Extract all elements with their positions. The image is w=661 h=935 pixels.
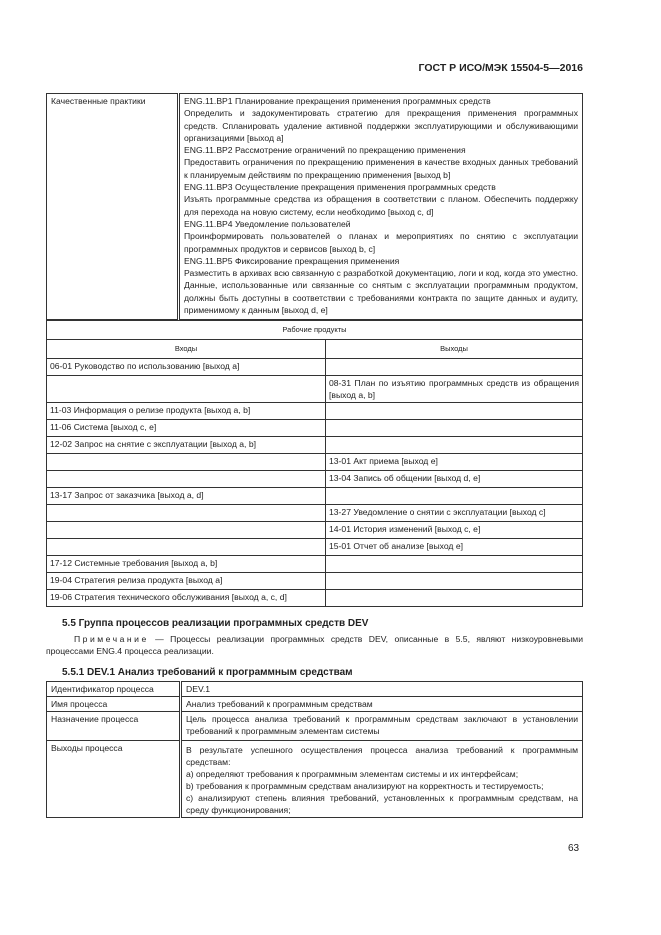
input-cell	[47, 376, 326, 403]
practice-line: ENG.11.BP4 Уведомление пользователей	[184, 218, 351, 229]
output-cell: 13-04 Запись об общении [выход d, e]	[326, 471, 583, 488]
practice-line: ENG.11.BP1 Планирование прекращения применения программных средств	[184, 96, 491, 106]
table-row	[47, 359, 583, 376]
table-row	[47, 539, 583, 556]
input-cell	[47, 471, 326, 488]
practice-line: ENG.11.BP5 Фиксирование прекращения применения	[184, 255, 400, 266]
table-row	[47, 556, 583, 573]
input-cell	[47, 539, 326, 556]
process-field-label: Назначение процесса	[47, 712, 181, 741]
inputs-header: Входы	[47, 340, 326, 359]
table-row	[47, 471, 583, 488]
output-cell: 15-01 Отчет об анализе [выход e]	[326, 539, 583, 556]
table-row	[47, 573, 583, 590]
input-cell	[47, 454, 326, 471]
output-cell	[326, 359, 583, 376]
output-line: a) определяют требования к программным элементам системы и их интерфейсам;	[186, 769, 519, 779]
process-field-value: DEV.1	[181, 682, 583, 697]
output-cell	[326, 437, 583, 454]
table-row	[47, 505, 583, 522]
practice-line: ENG.11.BP2 Рассмотрение ограничений по прекращению применения	[184, 145, 466, 156]
process-field-value: Анализ требований к программным средствам	[181, 697, 583, 712]
input-cell: 06-01 Руководство по использованию [выход a]	[47, 359, 326, 376]
output-cell: 13-01 Акт приема [выход e]	[326, 454, 583, 471]
outputs-header: Выходы	[326, 340, 583, 359]
practice-line: Предоставить ограничения по прекращению применения в качестве входных данных требований к планируемым действиям по прекращению применения [выход b]	[184, 157, 578, 180]
section-5-5-1-title: 5.5.1 DEV.1 Анализ требований к программным средствам	[62, 667, 353, 678]
input-cell	[47, 522, 326, 539]
note-text: — Процессы реализации программных средств DEV, описанные в 5.5, являют низкоуровневыми процессами ENG.4 процесса реализации.	[46, 634, 583, 656]
table-row	[47, 454, 583, 471]
table-row	[47, 437, 583, 454]
output-cell: 13-27 Уведомление о снятии с эксплуатации [выход c]	[326, 505, 583, 522]
output-line: c) анализируют степень влияния требований, установленных к программным средствам, на среду функционирования;	[186, 793, 578, 815]
process-field-label: Имя процесса	[47, 697, 181, 712]
section-5-5-title: 5.5 Группа процессов реализации программных средств DEV	[62, 618, 369, 629]
output-cell	[326, 420, 583, 437]
work-products-table	[46, 320, 583, 607]
output-line: b) требования к программным средствам анализируют на корректность и тестируемость;	[186, 781, 544, 791]
practices-label: Качественные практики	[47, 94, 179, 320]
document-header: ГОСТ Р ИСО/МЭК 15504-5—2016	[418, 62, 583, 74]
output-cell: 14-01 История изменений [выход c, e]	[326, 522, 583, 539]
practice-line: Проинформировать пользователей о планах и мероприятиях по снятию с эксплуатации программных продуктов и сервисов [выход b, c]	[184, 231, 578, 254]
input-cell: 11-03 Информация о релизе продукта [выход a, b]	[47, 403, 326, 420]
table-row	[47, 376, 583, 403]
practices-content	[179, 94, 583, 320]
table-row	[47, 420, 583, 437]
output-cell: 08-31 План по изъятию программных средств из обращения [выход a, b]	[326, 376, 583, 403]
page-number: 63	[568, 843, 580, 854]
practice-line: Определить и задокументировать стратегию для прекращения применения программных средств. Спланировать удаление активной поддержки эксплуатирующими и обслуживающими организациями [выход a]	[184, 108, 578, 143]
table-row	[47, 590, 583, 607]
table-row	[47, 488, 583, 505]
input-cell: 19-04 Стратегия релиза продукта [выход a]	[47, 573, 326, 590]
process-field-value: Цель процесса анализа требований к программным средствам заключают в установлении требований к программным элементам системы	[181, 712, 583, 741]
process-outputs	[181, 741, 583, 818]
output-line: В результате успешного осуществления процесса анализа требований к программным средствам:	[186, 745, 578, 767]
output-cell	[326, 573, 583, 590]
practice-line: ENG.11.BP3 Осуществление прекращения применения программных средств	[184, 182, 496, 193]
process-field-label: Выходы процесса	[47, 741, 181, 818]
section-5-5-note	[46, 633, 583, 657]
input-cell	[47, 505, 326, 522]
input-cell: 13-17 Запрос от заказчика [выход a, d]	[47, 488, 326, 505]
table-row	[47, 522, 583, 539]
process-table	[46, 681, 583, 818]
table-row	[47, 403, 583, 420]
practices-table	[46, 93, 583, 320]
input-cell: 19-06 Стратегия технического обслуживания [выход a, c, d]	[47, 590, 326, 607]
practice-line: Изъять программные средства из обращения в соответствии с планом. Обеспечить поддержку для перехода на новую систему, если необходимо [выход c, d]	[184, 194, 578, 217]
practice-line: Разместить в архивах всю связанную с разработкой документацию, логи и код, когда это уместно. Данные, использованные или связанные со снятым с эксплуатации программным продуктом, должны быть доступны в соответствии с требованиями контракта по защите данных и аудиту, применимому к данным [выход d, e]	[184, 268, 578, 316]
output-cell	[326, 403, 583, 420]
input-cell: 11-06 Система [выход c, e]	[47, 420, 326, 437]
work-products-title: Рабочие продукты	[47, 321, 583, 340]
input-cell: 17-12 Системные требования [выход a, b]	[47, 556, 326, 573]
output-cell	[326, 590, 583, 607]
process-field-label: Идентификатор процесса	[47, 682, 181, 697]
output-cell	[326, 556, 583, 573]
note-label: Примечание	[74, 634, 149, 644]
input-cell: 12-02 Запрос на снятие с эксплуатации [выход a, b]	[47, 437, 326, 454]
output-cell	[326, 488, 583, 505]
